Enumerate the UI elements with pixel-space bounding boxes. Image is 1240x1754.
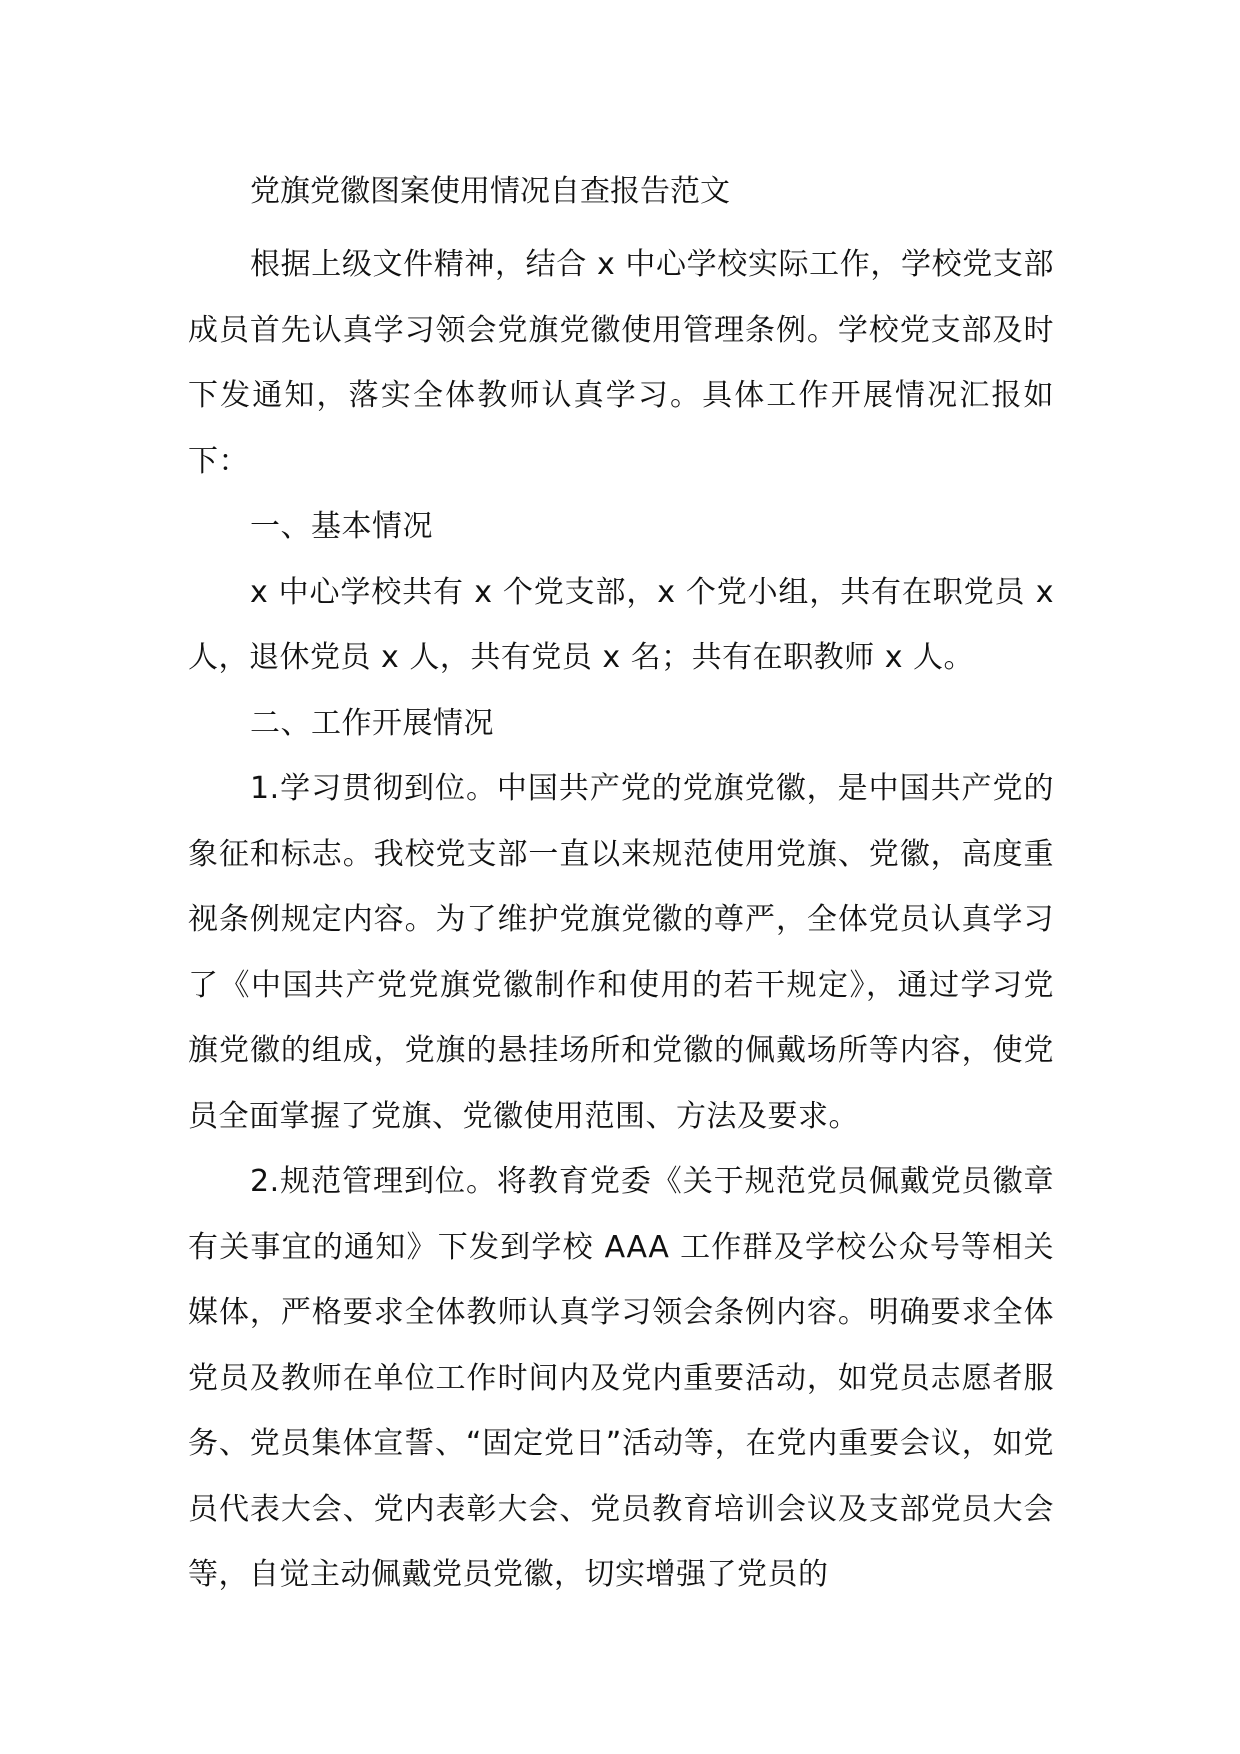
section-heading-work-progress: 二、工作开展情况 bbox=[250, 705, 494, 741]
document-body bbox=[188, 166, 1054, 1608]
document-title: 党旗党徽图案使用情况自查报告范文 bbox=[250, 174, 730, 209]
paragraph-study-implementation: 1.学习贯彻到位。中国共产党的党旗党徽，是中国共产党的象征和标志。我校党支部一直以来规范使用党旗、党徽，高度重视条例规定内容。为了维护党旗党徽的尊严，全体党员认真学习了《中国共产党党旗党徽制作和使用的若干规定》，通过学习党旗党徽的组成，党旗的悬挂场所和党徽的佩戴场所等内容，使党员全面掌握了党旗、党徽使用范围、方法及要求。 bbox=[188, 771, 1054, 1134]
paragraph-management: 2.规范管理到位。将教育党委《关于规范党员佩戴党员徽章有关事宜的通知》下发到学校 AAA 工作群及学校公众号等相关媒体，严格要求全体教师认真学习领会条例内容。明确要求全体党员及教师在单位工作时间内及党内重要活动，如党员志愿者服务、党员集体宣誓、“固定党日”活动等，在党内重要会议，如党员代表大会、党内表彰大会、党员教育培训会议及支部党员大会等，自觉主动佩戴党员党徽，切实增强了党员的 bbox=[188, 1164, 1054, 1592]
paragraph-intro: 根据上级文件精神，结合 x 中心学校实际工作，学校党支部成员首先认真学习领会党旗党徽使用管理条例。学校党支部及时下发通知，落实全体教师认真学习。具体工作开展情况汇报如下： bbox=[188, 247, 1054, 479]
paragraph-basic-situation: x 中心学校共有 x 个党支部，x 个党小组，共有在职党员 x 人，退休党员 x 人，共有党员 x 名；共有在职教师 x 人。 bbox=[188, 574, 1054, 675]
section-heading-basic-situation: 一、基本情况 bbox=[250, 509, 433, 544]
